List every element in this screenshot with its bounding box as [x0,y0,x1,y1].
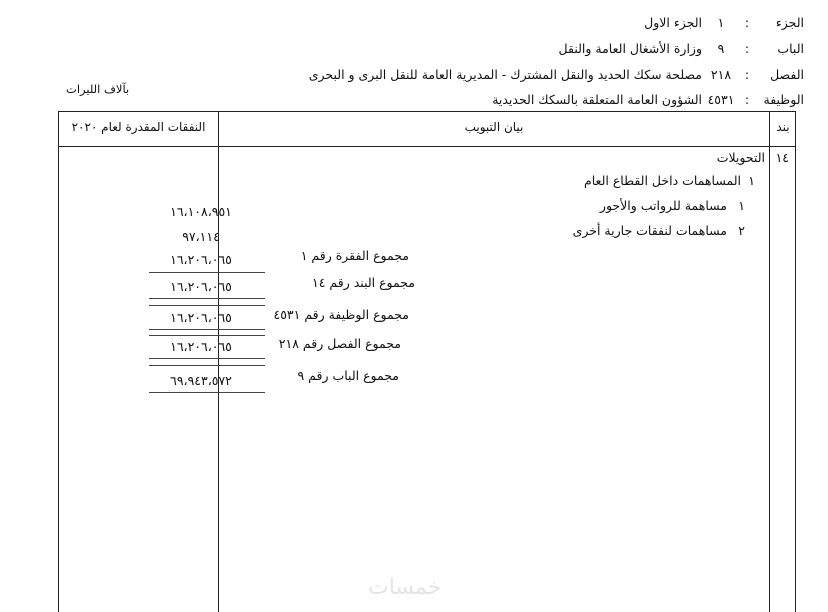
column-divider-item [769,112,770,612]
total-rule [149,298,265,299]
line-number: ٢ [738,223,745,238]
header-value: الشؤون العامة المتعلقة بالسكك الحديدية [492,91,702,107]
column-header-item: بند [776,120,790,134]
total-rule [149,329,265,330]
column-header-amount: النفقات المقدرة لعام ٢٠٢٠ [71,120,206,134]
line-amount: ١٦،١٠٨،٩٥١ [170,204,232,219]
column-divider-amount [218,112,219,612]
header-divider [59,146,795,147]
line-label: مساهمة للرواتب والأجور [599,198,727,213]
header-label: الفصل [770,66,804,82]
line-number: ١ [738,198,745,213]
header-number: ١ [717,14,725,30]
total-label-section: مجموع الفصل رقم ٢١٨ [278,336,401,351]
header-value: مصلحة سكك الحديد والنقل المشترك - المديرية العامة للنقل البرى و البحرى [308,66,702,82]
total-amount-section: ١٦،٢٠٦،٠٦٥ [170,339,232,354]
header-value: الجزء الاول [644,14,702,30]
header-row-part [644,12,804,32]
total-label-item: مجموع البند رقم ١٤ [312,275,415,290]
total-rule [149,272,265,273]
item-number: ١٤ [775,150,789,165]
header-separator: : [744,66,750,82]
section-number: ١ [748,173,755,188]
header-number: ٤٥٣١ [707,91,735,107]
header-row-section [309,64,804,84]
header-separator: : [744,40,750,56]
column-header-description: بيان التبويب [464,120,524,134]
header-number: ٢١٨ [710,66,732,82]
header-value: وزارة الأشغال العامة والنقل [558,40,702,56]
header-separator: : [744,91,750,107]
currency-note: بآلاف الليرات [66,82,130,96]
header-row-chapter [559,38,804,58]
line-label: مساهمات لنفقات جارية أخرى [572,223,727,238]
total-amount-chapter: ٦٩،٩٤٣،٥٧٢ [170,373,232,388]
header-separator: : [744,14,750,30]
total-label-paragraph: مجموع الفقرة رقم ١ [300,248,409,263]
total-rule [149,305,265,306]
total-amount-item: ١٦،٢٠٦،٠٦٥ [170,279,232,294]
header-label: الباب [777,40,804,56]
total-label-chapter: مجموع الباب رقم ٩ [297,368,399,383]
budget-table [58,111,796,612]
total-rule [149,335,265,336]
header-label: الجزء [775,14,804,30]
total-amount-paragraph: ١٦،٢٠٦،٠٦٥ [170,252,232,267]
item-title: التحويلات [716,150,765,165]
total-rule [149,392,265,393]
header-row-function [492,89,804,109]
header-number: ٩ [717,40,725,56]
total-rule [149,365,265,366]
total-rule [149,358,265,359]
line-amount: ٩٧،١١٤ [182,229,220,244]
header-label: الوظيفة [763,91,804,107]
total-label-function: مجموع الوظيفة رقم ٤٥٣١ [273,307,409,322]
section-label: المساهمات داخل القطاع العام [583,173,741,188]
watermark-logo: خمسات [368,575,442,600]
total-amount-function: ١٦،٢٠٦،٠٦٥ [170,310,232,325]
